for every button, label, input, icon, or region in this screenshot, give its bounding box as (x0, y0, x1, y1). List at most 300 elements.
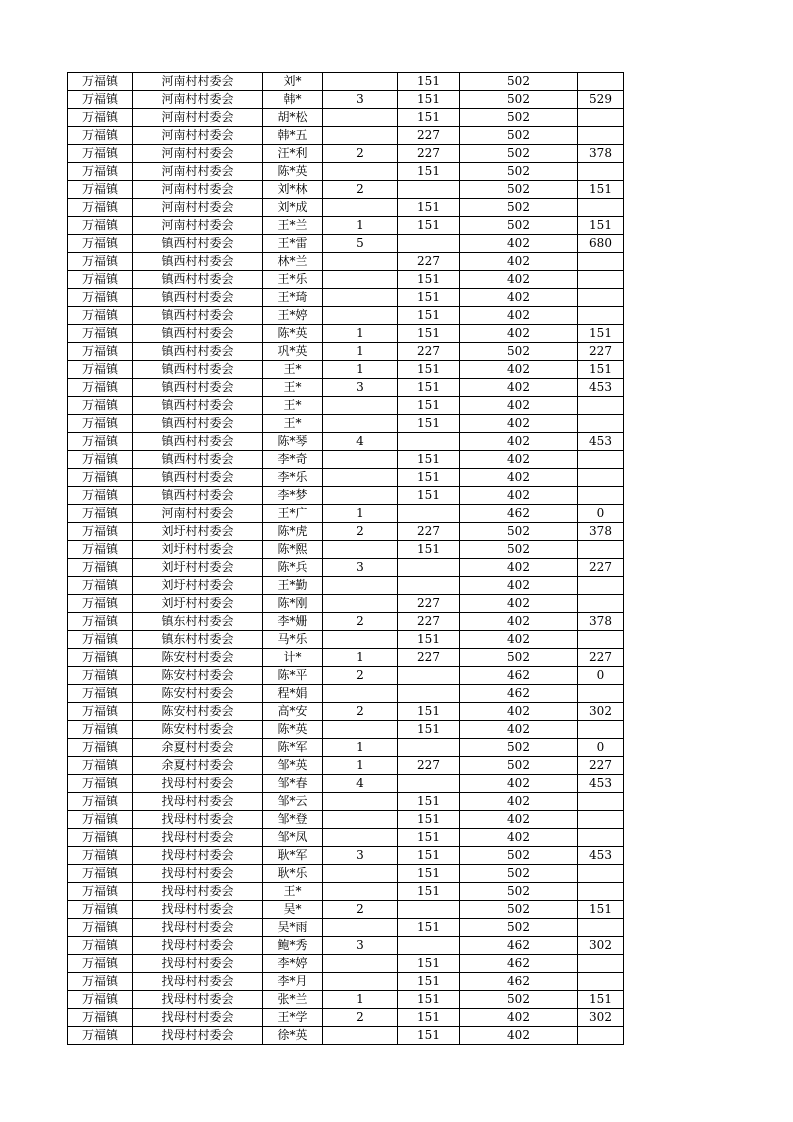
name-cell: 王* (263, 379, 323, 397)
amount-b-cell: 502 (460, 73, 578, 91)
count-cell: 4 (323, 775, 398, 793)
amount-b-cell: 502 (460, 163, 578, 181)
table-row (68, 721, 624, 739)
name-cell: 计* (263, 649, 323, 667)
amount-a-cell: 151 (398, 811, 460, 829)
town-cell: 万福镇 (68, 685, 133, 703)
count-cell: 2 (323, 703, 398, 721)
amount-a-cell: 151 (398, 289, 460, 307)
table-row (68, 433, 624, 451)
village-committee-cell: 陈安村村委会 (133, 703, 263, 721)
count-cell (323, 541, 398, 559)
name-cell: 李*乐 (263, 469, 323, 487)
name-cell: 陈*琴 (263, 433, 323, 451)
amount-b-cell: 502 (460, 901, 578, 919)
name-cell: 王* (263, 883, 323, 901)
town-cell: 万福镇 (68, 649, 133, 667)
count-cell: 3 (323, 379, 398, 397)
name-cell: 王* (263, 397, 323, 415)
table-row (68, 739, 624, 757)
amount-a-cell: 151 (398, 73, 460, 91)
amount-c-cell (578, 1027, 624, 1045)
town-cell: 万福镇 (68, 109, 133, 127)
amount-b-cell: 402 (460, 595, 578, 613)
village-committee-cell: 找母村村委会 (133, 1027, 263, 1045)
table-row (68, 793, 624, 811)
amount-c-cell (578, 469, 624, 487)
name-cell: 吴* (263, 901, 323, 919)
amount-a-cell (398, 181, 460, 199)
table-row (68, 559, 624, 577)
town-cell: 万福镇 (68, 865, 133, 883)
table-row (68, 361, 624, 379)
amount-c-cell (578, 199, 624, 217)
table-row (68, 487, 624, 505)
town-cell: 万福镇 (68, 829, 133, 847)
name-cell: 刘*林 (263, 181, 323, 199)
amount-b-cell: 502 (460, 757, 578, 775)
village-committee-cell: 镇西村村委会 (133, 415, 263, 433)
village-committee-cell: 镇西村村委会 (133, 307, 263, 325)
name-cell: 王*兰 (263, 217, 323, 235)
count-cell (323, 73, 398, 91)
amount-c-cell (578, 73, 624, 91)
name-cell: 王* (263, 361, 323, 379)
amount-c-cell: 302 (578, 703, 624, 721)
amount-b-cell: 402 (460, 793, 578, 811)
amount-a-cell: 151 (398, 415, 460, 433)
name-cell: 汪*利 (263, 145, 323, 163)
table-row (68, 1027, 624, 1045)
name-cell: 高*安 (263, 703, 323, 721)
village-committee-cell: 河南村村委会 (133, 163, 263, 181)
village-committee-cell: 找母村村委会 (133, 991, 263, 1009)
town-cell: 万福镇 (68, 613, 133, 631)
town-cell: 万福镇 (68, 451, 133, 469)
amount-c-cell (578, 253, 624, 271)
amount-c-cell (578, 415, 624, 433)
table-row (68, 325, 624, 343)
table-row (68, 235, 624, 253)
name-cell: 陈*英 (263, 325, 323, 343)
amount-c-cell: 680 (578, 235, 624, 253)
amount-c-cell: 227 (578, 559, 624, 577)
town-cell: 万福镇 (68, 469, 133, 487)
name-cell: 王*婷 (263, 307, 323, 325)
village-committee-cell: 找母村村委会 (133, 973, 263, 991)
village-committee-cell: 镇西村村委会 (133, 361, 263, 379)
amount-a-cell: 151 (398, 217, 460, 235)
count-cell: 1 (323, 739, 398, 757)
village-committee-cell: 陈安村村委会 (133, 685, 263, 703)
village-committee-cell: 镇西村村委会 (133, 487, 263, 505)
amount-b-cell: 402 (460, 379, 578, 397)
village-committee-cell: 找母村村委会 (133, 865, 263, 883)
amount-c-cell (578, 307, 624, 325)
count-cell (323, 595, 398, 613)
amount-a-cell: 151 (398, 163, 460, 181)
count-cell: 2 (323, 667, 398, 685)
amount-a-cell: 151 (398, 847, 460, 865)
town-cell: 万福镇 (68, 379, 133, 397)
count-cell: 1 (323, 757, 398, 775)
count-cell: 3 (323, 91, 398, 109)
table-row (68, 109, 624, 127)
village-committee-cell: 找母村村委会 (133, 811, 263, 829)
amount-b-cell: 502 (460, 847, 578, 865)
amount-a-cell (398, 505, 460, 523)
count-cell (323, 1027, 398, 1045)
village-committee-cell: 陈安村村委会 (133, 649, 263, 667)
town-cell: 万福镇 (68, 73, 133, 91)
village-committee-cell: 镇东村村委会 (133, 631, 263, 649)
table-row (68, 973, 624, 991)
amount-c-cell (578, 865, 624, 883)
village-committee-cell: 陈安村村委会 (133, 721, 263, 739)
table-row (68, 613, 624, 631)
count-cell: 1 (323, 343, 398, 361)
name-cell: 王* (263, 415, 323, 433)
amount-a-cell: 151 (398, 829, 460, 847)
count-cell (323, 253, 398, 271)
amount-c-cell (578, 487, 624, 505)
count-cell (323, 919, 398, 937)
count-cell (323, 127, 398, 145)
village-committee-cell: 镇西村村委会 (133, 433, 263, 451)
amount-c-cell (578, 919, 624, 937)
table-row (68, 577, 624, 595)
amount-c-cell: 453 (578, 847, 624, 865)
amount-a-cell (398, 685, 460, 703)
amount-a-cell: 151 (398, 307, 460, 325)
town-cell: 万福镇 (68, 199, 133, 217)
table-row (68, 415, 624, 433)
town-cell: 万福镇 (68, 811, 133, 829)
amount-c-cell: 378 (578, 613, 624, 631)
amount-b-cell: 502 (460, 343, 578, 361)
amount-b-cell: 402 (460, 631, 578, 649)
amount-c-cell: 227 (578, 757, 624, 775)
table-row (68, 217, 624, 235)
count-cell: 1 (323, 217, 398, 235)
amount-b-cell: 402 (460, 271, 578, 289)
amount-c-cell: 302 (578, 937, 624, 955)
amount-c-cell: 151 (578, 991, 624, 1009)
town-cell: 万福镇 (68, 577, 133, 595)
count-cell (323, 955, 398, 973)
amount-c-cell (578, 955, 624, 973)
town-cell: 万福镇 (68, 343, 133, 361)
count-cell: 3 (323, 847, 398, 865)
amount-b-cell: 402 (460, 415, 578, 433)
village-committee-cell: 刘圩村村委会 (133, 523, 263, 541)
table-row (68, 379, 624, 397)
village-committee-cell: 镇西村村委会 (133, 271, 263, 289)
table-row (68, 91, 624, 109)
count-cell (323, 811, 398, 829)
amount-a-cell: 151 (398, 883, 460, 901)
amount-b-cell: 402 (460, 469, 578, 487)
village-committee-cell: 镇西村村委会 (133, 469, 263, 487)
amount-c-cell (578, 811, 624, 829)
amount-a-cell: 151 (398, 703, 460, 721)
count-cell (323, 451, 398, 469)
village-committee-cell: 找母村村委会 (133, 919, 263, 937)
name-cell: 陈*军 (263, 739, 323, 757)
table-row (68, 757, 624, 775)
name-cell: 陈*英 (263, 721, 323, 739)
count-cell: 2 (323, 613, 398, 631)
town-cell: 万福镇 (68, 775, 133, 793)
amount-a-cell: 151 (398, 361, 460, 379)
town-cell: 万福镇 (68, 757, 133, 775)
amount-a-cell: 151 (398, 865, 460, 883)
village-committee-cell: 河南村村委会 (133, 109, 263, 127)
amount-b-cell: 402 (460, 811, 578, 829)
amount-c-cell: 151 (578, 325, 624, 343)
table-row (68, 991, 624, 1009)
table-row (68, 865, 624, 883)
count-cell (323, 685, 398, 703)
count-cell: 1 (323, 325, 398, 343)
table-row (68, 289, 624, 307)
count-cell: 3 (323, 937, 398, 955)
table-row (68, 883, 624, 901)
village-committee-cell: 镇西村村委会 (133, 451, 263, 469)
town-cell: 万福镇 (68, 1009, 133, 1027)
amount-b-cell: 502 (460, 883, 578, 901)
village-committee-cell: 刘圩村村委会 (133, 541, 263, 559)
amount-b-cell: 502 (460, 145, 578, 163)
table-row (68, 775, 624, 793)
town-cell: 万福镇 (68, 253, 133, 271)
village-committee-cell: 找母村村委会 (133, 883, 263, 901)
village-committee-cell: 刘圩村村委会 (133, 595, 263, 613)
town-cell: 万福镇 (68, 631, 133, 649)
count-cell: 4 (323, 433, 398, 451)
village-committee-cell: 找母村村委会 (133, 829, 263, 847)
name-cell: 马*乐 (263, 631, 323, 649)
amount-c-cell: 453 (578, 775, 624, 793)
town-cell: 万福镇 (68, 973, 133, 991)
name-cell: 胡*松 (263, 109, 323, 127)
amount-b-cell: 462 (460, 955, 578, 973)
village-committee-cell: 刘圩村村委会 (133, 559, 263, 577)
town-cell: 万福镇 (68, 235, 133, 253)
amount-a-cell: 151 (398, 1009, 460, 1027)
name-cell: 刘* (263, 73, 323, 91)
table-row (68, 703, 624, 721)
village-committee-cell: 镇西村村委会 (133, 343, 263, 361)
amount-a-cell: 151 (398, 379, 460, 397)
village-committee-cell: 河南村村委会 (133, 127, 263, 145)
amount-a-cell: 227 (398, 757, 460, 775)
table-row (68, 73, 624, 91)
town-cell: 万福镇 (68, 541, 133, 559)
amount-b-cell: 502 (460, 199, 578, 217)
town-cell: 万福镇 (68, 901, 133, 919)
count-cell: 2 (323, 901, 398, 919)
amount-c-cell (578, 685, 624, 703)
count-cell (323, 865, 398, 883)
amount-a-cell: 151 (398, 451, 460, 469)
count-cell (323, 883, 398, 901)
amount-c-cell: 151 (578, 361, 624, 379)
amount-c-cell: 0 (578, 739, 624, 757)
table-row (68, 919, 624, 937)
name-cell: 陈*刚 (263, 595, 323, 613)
amount-a-cell: 151 (398, 721, 460, 739)
amount-a-cell (398, 559, 460, 577)
amount-b-cell: 502 (460, 541, 578, 559)
amount-b-cell: 462 (460, 685, 578, 703)
amount-a-cell (398, 235, 460, 253)
table-body (68, 73, 624, 1045)
amount-b-cell: 502 (460, 127, 578, 145)
count-cell: 2 (323, 523, 398, 541)
town-cell: 万福镇 (68, 307, 133, 325)
village-committee-cell: 镇东村村委会 (133, 613, 263, 631)
village-committee-cell: 河南村村委会 (133, 217, 263, 235)
town-cell: 万福镇 (68, 361, 133, 379)
name-cell: 程*娟 (263, 685, 323, 703)
amount-b-cell: 402 (460, 361, 578, 379)
name-cell: 李*婷 (263, 955, 323, 973)
amount-a-cell: 227 (398, 649, 460, 667)
name-cell: 王*雷 (263, 235, 323, 253)
table-row (68, 523, 624, 541)
table-row (68, 1009, 624, 1027)
amount-a-cell: 227 (398, 253, 460, 271)
table-row (68, 163, 624, 181)
town-cell: 万福镇 (68, 217, 133, 235)
table-row (68, 505, 624, 523)
amount-b-cell: 502 (460, 217, 578, 235)
amount-a-cell: 151 (398, 271, 460, 289)
count-cell (323, 307, 398, 325)
village-committee-cell: 陈安村村委会 (133, 667, 263, 685)
table-row (68, 631, 624, 649)
amount-c-cell (578, 127, 624, 145)
name-cell: 陈*虎 (263, 523, 323, 541)
count-cell: 1 (323, 649, 398, 667)
table-row (68, 937, 624, 955)
name-cell: 邹*春 (263, 775, 323, 793)
town-cell: 万福镇 (68, 415, 133, 433)
name-cell: 刘*成 (263, 199, 323, 217)
amount-c-cell: 453 (578, 433, 624, 451)
amount-c-cell (578, 793, 624, 811)
table-row (68, 451, 624, 469)
table-row (68, 271, 624, 289)
count-cell (323, 109, 398, 127)
amount-b-cell: 502 (460, 109, 578, 127)
amount-a-cell: 151 (398, 793, 460, 811)
name-cell: 耿*军 (263, 847, 323, 865)
amount-c-cell: 227 (578, 343, 624, 361)
village-committee-cell: 河南村村委会 (133, 73, 263, 91)
amount-a-cell: 151 (398, 109, 460, 127)
name-cell: 邹*登 (263, 811, 323, 829)
town-cell: 万福镇 (68, 991, 133, 1009)
amount-c-cell (578, 289, 624, 307)
count-cell (323, 469, 398, 487)
table-row (68, 595, 624, 613)
village-committee-cell: 河南村村委会 (133, 199, 263, 217)
amount-b-cell: 462 (460, 937, 578, 955)
count-cell: 2 (323, 1009, 398, 1027)
amount-c-cell: 378 (578, 523, 624, 541)
name-cell: 吴*雨 (263, 919, 323, 937)
amount-c-cell (578, 271, 624, 289)
table-row (68, 181, 624, 199)
amount-a-cell (398, 433, 460, 451)
amount-a-cell: 151 (398, 1027, 460, 1045)
name-cell: 徐*英 (263, 1027, 323, 1045)
amount-c-cell: 151 (578, 217, 624, 235)
table-row (68, 955, 624, 973)
count-cell: 3 (323, 559, 398, 577)
amount-b-cell: 402 (460, 397, 578, 415)
amount-a-cell: 151 (398, 325, 460, 343)
amount-a-cell: 151 (398, 469, 460, 487)
table-row (68, 811, 624, 829)
amount-a-cell (398, 937, 460, 955)
name-cell: 李*姗 (263, 613, 323, 631)
village-committee-cell: 河南村村委会 (133, 145, 263, 163)
table-row (68, 901, 624, 919)
count-cell: 1 (323, 991, 398, 1009)
amount-b-cell: 402 (460, 775, 578, 793)
table-row (68, 541, 624, 559)
amount-b-cell: 402 (460, 559, 578, 577)
town-cell: 万福镇 (68, 433, 133, 451)
amount-c-cell: 151 (578, 181, 624, 199)
amount-b-cell: 502 (460, 523, 578, 541)
amount-b-cell: 402 (460, 577, 578, 595)
count-cell (323, 631, 398, 649)
town-cell: 万福镇 (68, 505, 133, 523)
village-committee-cell: 找母村村委会 (133, 775, 263, 793)
village-committee-cell: 镇西村村委会 (133, 325, 263, 343)
amount-b-cell: 402 (460, 487, 578, 505)
name-cell: 王*广 (263, 505, 323, 523)
town-cell: 万福镇 (68, 325, 133, 343)
name-cell: 陈*英 (263, 163, 323, 181)
amount-c-cell: 0 (578, 505, 624, 523)
amount-c-cell: 151 (578, 901, 624, 919)
amount-c-cell (578, 631, 624, 649)
amount-b-cell: 502 (460, 991, 578, 1009)
village-committee-cell: 找母村村委会 (133, 793, 263, 811)
town-cell: 万福镇 (68, 595, 133, 613)
village-committee-cell: 镇西村村委会 (133, 253, 263, 271)
amount-a-cell (398, 739, 460, 757)
name-cell: 韩* (263, 91, 323, 109)
count-cell: 1 (323, 505, 398, 523)
table-row (68, 847, 624, 865)
amount-b-cell: 502 (460, 739, 578, 757)
amount-a-cell: 151 (398, 631, 460, 649)
amount-b-cell: 502 (460, 865, 578, 883)
table-row (68, 145, 624, 163)
table-row (68, 199, 624, 217)
village-committee-cell: 找母村村委会 (133, 847, 263, 865)
village-committee-cell: 找母村村委会 (133, 1009, 263, 1027)
amount-a-cell: 227 (398, 127, 460, 145)
table-row (68, 667, 624, 685)
town-cell: 万福镇 (68, 289, 133, 307)
